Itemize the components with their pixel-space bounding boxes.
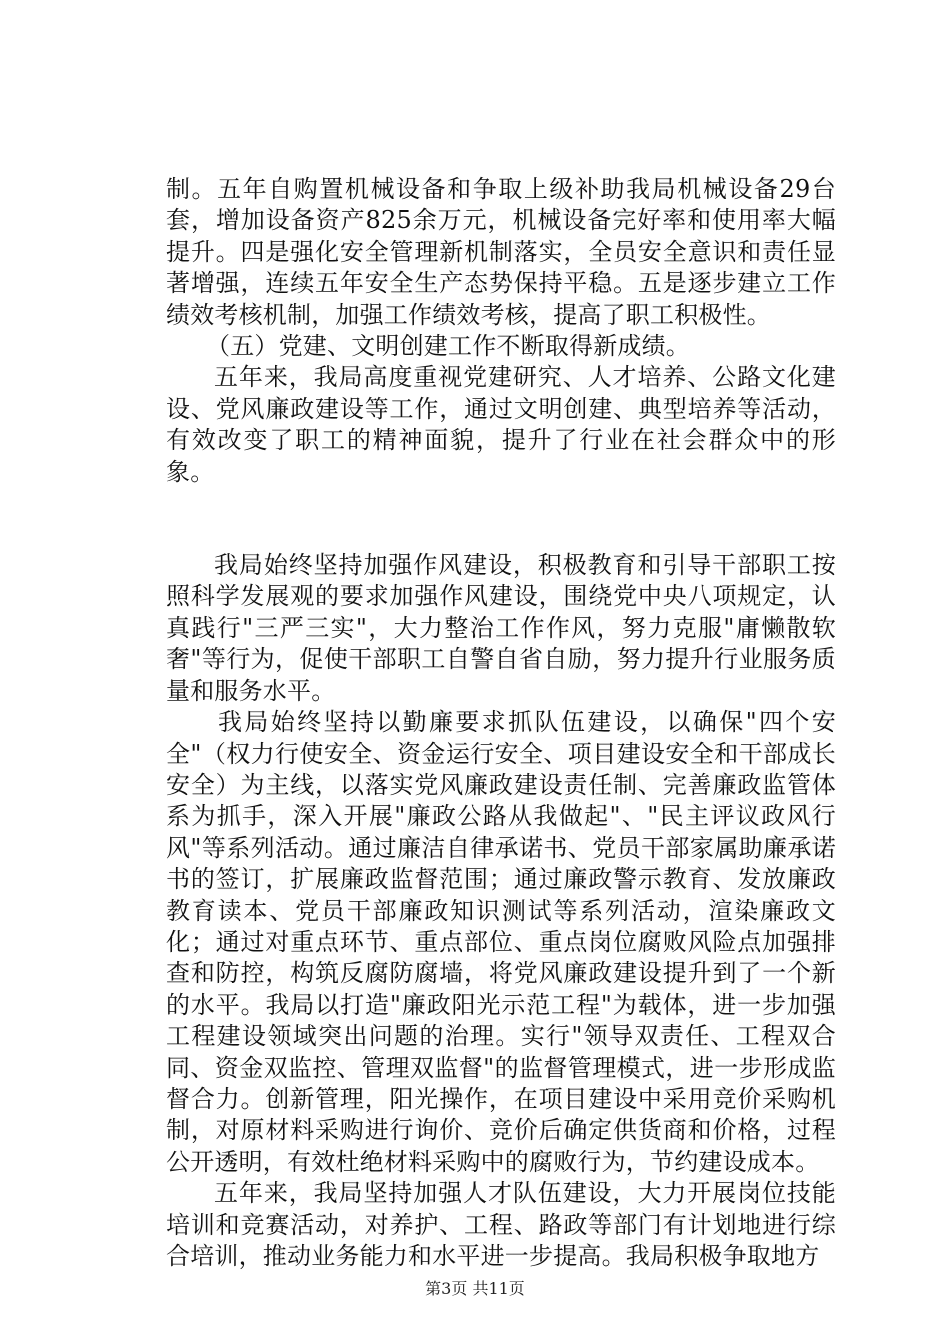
paragraph-integrity: 我局始终坚持以勤廉要求抓队伍建设，以确保"四个安全"（权力行使安全、资金运行安全、项目建设安全和干部成长安全）为主线，以落实党风廉政建设责任制、完善廉政监管体系为抓手，深入开展"廉政公路从我做起"、"民主评议政风行风"等系列活动。通过廉洁自律承诺书、党员干部家属助廉承诺书的签订，扩展廉政监督范围；通过廉政警示教育、发放廉政教育读本、党员干部廉政知识测试等系列活动，渲染廉政文化；通过对重点环节、重点部位、重点岗位腐败风险点加强排查和防控，构筑反腐防腐墙，将党风廉政建设提升到了一个新的水平。我局以打造"廉政阳光示范工程"为载体，进一步加强工程建设领域突出问题的治理。实行"领导双责任、工程双合同、资金双监控、管理双监督"的监督管理模式，进一步形成监督合力。创新管理，阳光操作，在项目建设中采用竞价采购机制，对原材料采购进行询价、竞价后确定供货商和价格，过程公开透明，有效杜绝材料采购中的腐败行为，节约建设成本。 bbox=[166, 708, 836, 1176]
paragraph-equipment-safety: 制。五年自购置机械设备和争取上级补助我局机械设备29台套，增加设备资产825余万元，机械设备完好率和使用率大幅提升。四是强化安全管理新机制落实，全员安全意识和责任显著增强，连续五年安全生产态势保持平稳。五是逐步建立工作绩效考核机制，加强工作绩效考核，提高了职工积极性。 bbox=[166, 175, 836, 329]
document-body bbox=[166, 174, 836, 1272]
section-heading-party-building: （五）党建、文明创建工作不断取得新成绩。 bbox=[206, 332, 690, 361]
paragraph-talent-training: 五年来，我局坚持加强人才队伍建设，大力开展岗位技能培训和竞赛活动，对养护、工程、路政等部门有计划地进行综合培训，推动业务能力和水平进一步提高。我局积极争取地方 bbox=[166, 1179, 836, 1270]
paragraph-party-building-overview: 五年来，我局高度重视党建研究、人才培养、公路文化建设、党风廉政建设等工作，通过文明创建、典型培养等活动，有效改变了职工的精神面貌，提升了行业在社会群众中的形象。 bbox=[166, 363, 836, 486]
page-footer: 第3页 共11页 bbox=[425, 1279, 525, 1298]
paragraph-gap bbox=[166, 488, 836, 550]
paragraph-work-style: 我局始终坚持加强作风建设，积极教育和引导干部职工按照科学发展观的要求加强作风建设，围绕党中央八项规定，认真践行"三严三实"，大力整治工作作风，努力克服"庸懒散软奢"等行为，促使干部职工自警自省自励，努力提升行业服务质量和服务水平。 bbox=[166, 551, 836, 705]
